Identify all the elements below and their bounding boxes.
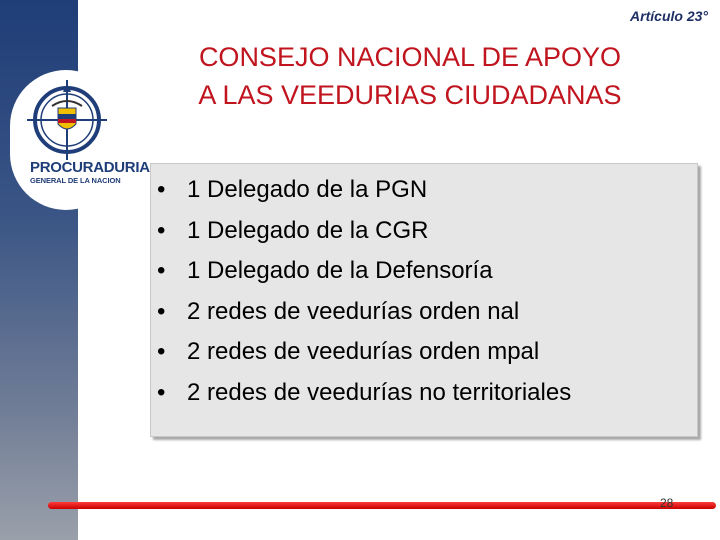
list-item-text: 1 Delegado de la CGR [187,216,429,244]
procuraduria-emblem-icon [22,78,112,160]
bullet: • [157,297,166,325]
list-item-text: 1 Delegado de la Defensoría [187,257,493,285]
logo-line1: PROCURADURIA [30,159,150,176]
bullet: • [157,378,166,406]
members-box [150,163,698,437]
slide-title [140,38,680,114]
list-item [157,332,697,373]
list-item [157,211,697,252]
footer-divider [48,502,716,509]
list-item-text: 1 Delegado de la PGN [187,176,428,203]
page-number: 28 [660,496,674,510]
list-item-text: 2 redes de veedurías no territoriales [187,378,572,406]
bullet: • [157,216,166,244]
article-reference: Artículo 23° [630,8,708,24]
logo-text [30,159,150,185]
members-list [151,164,697,414]
title-line2: A LAS VEEDURIAS CIUDADANAS [198,80,622,110]
list-item-text: 2 redes de veedurías orden nal [187,297,520,325]
list-item [157,292,697,333]
title-line1: CONSEJO NACIONAL DE APOYO [198,42,622,72]
bullet: • [157,176,166,203]
list-item [157,170,697,211]
list-item-text: 2 redes de veedurías orden mpal [187,338,540,366]
list-item [157,373,697,414]
logo-line2: GENERAL DE LA NACION [30,176,121,185]
bullet: • [157,257,166,285]
list-item [157,251,697,292]
bullet: • [157,338,166,366]
